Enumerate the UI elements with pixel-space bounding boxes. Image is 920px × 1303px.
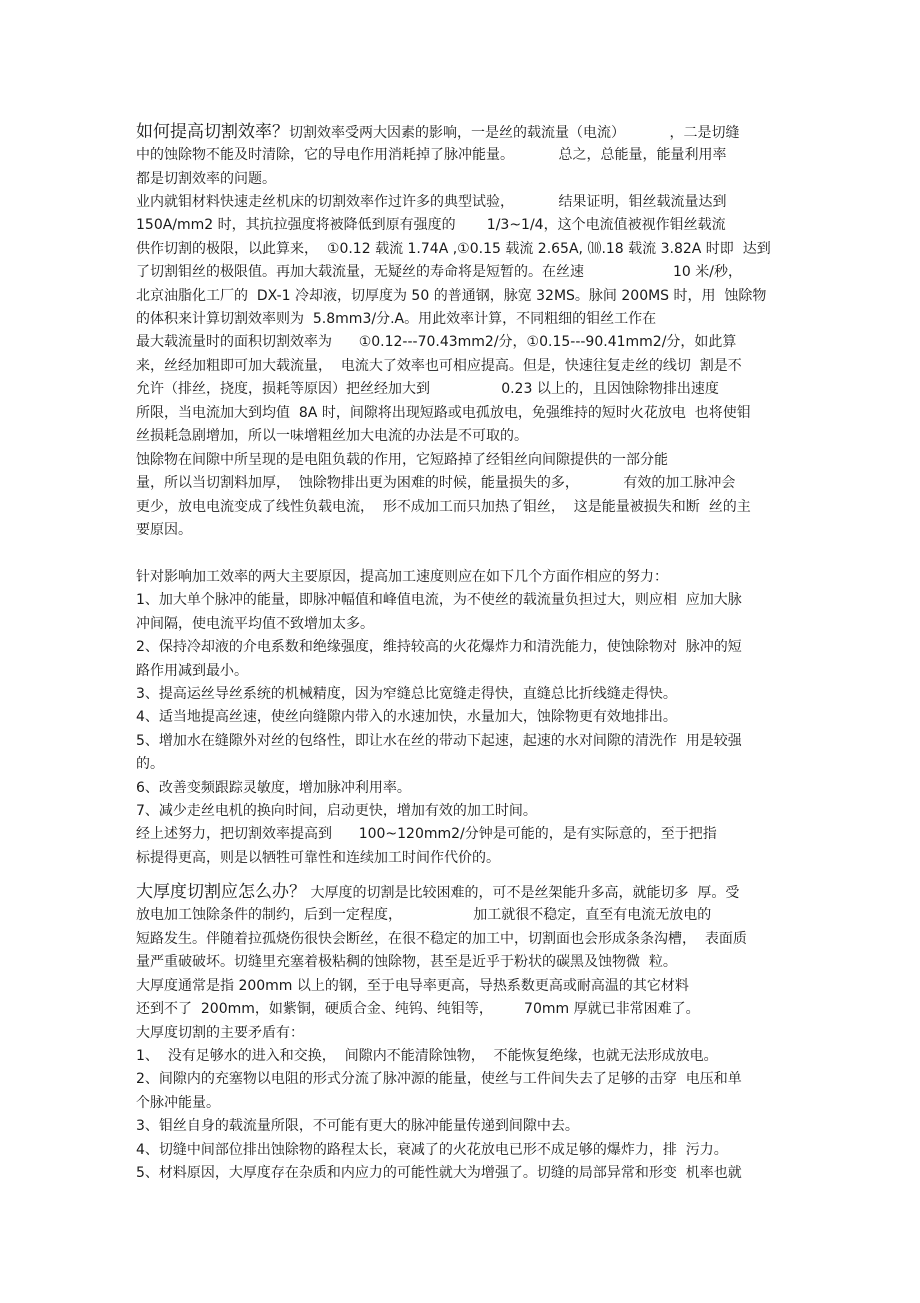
- text-line: 业内就钼材料快速走丝机床的切割效率作过许多的典型试验， 结果证明，钼丝载流量达到: [136, 194, 727, 210]
- list-item: 4、切缝中间部位排出蚀除物的路程太长，衰减了的火花放电已形不成足够的爆炸力，排 污力。: [136, 1141, 728, 1158]
- measures-list: [136, 566, 776, 870]
- text-line: 标提得更高，则是以牺牲可靠性和连续加工时间作代价的。: [136, 849, 500, 866]
- text-line: 大厚度切割应怎么办？ 大厚度的切割是比较困难的，可不是丝架能升多高，就能切多 厚。受: [136, 882, 740, 902]
- text-line: 短路发生。伴随着拉孤烧伤很快会断丝，在很不稳定的加工中，切割面也会形成条条沟槽， 表面质: [136, 930, 747, 947]
- text-line: 允许（排丝，挠度，损耗等原因）把丝经加大到 0.23 以上的，且因蚀除物排出速度: [136, 381, 719, 398]
- text-line: 路作用减到最小。: [136, 662, 248, 679]
- list-item: 5、增加水在缝隙外对丝的包络性，即让水在丝的带动下起速，起速的水对间隙的清洗作 用是较强: [136, 732, 742, 749]
- efficiency-heading: 如何提高切割效率？: [136, 122, 289, 142]
- list-item: 7、减少走丝电机的换向时间，启动更快，增加有效的加工时间。: [136, 802, 537, 819]
- text-line: 针对影响加工效率的两大主要原因，提高加工速度则应在如下几个方面作相应的努力：: [136, 569, 668, 585]
- text-line: 最大载流量时的面积切割效率为 ①0.12---70.43mm2/分，①0.15---90.41mm2/分，如此算: [136, 334, 737, 351]
- text-line: 量，所以当切割料加厚， 蚀除物排出更为困难的时候，能量损失的多， 有效的加工脉冲会: [136, 475, 736, 492]
- list-item: 2、间隙内的充塞物以电阻的形式分流了脉冲源的能量，使丝与工件间失去了足够的击穿 电压和单: [136, 1071, 742, 1088]
- thickness-definition-paragraph: [136, 975, 776, 1045]
- text-line: 大厚度切割的主要矛盾有：: [136, 1024, 304, 1041]
- text-line: 经上述努力，把切割效率提高到 100~120mm2/分钟是可能的，是有实际意的，至于把指: [136, 826, 717, 843]
- text-line: 的体积来计算切割效率则为 5.8mm3/分.A。用此效率计算，不同粗细的钼丝工作在: [136, 310, 657, 327]
- text-line: 要原因。: [136, 522, 192, 539]
- debris-paragraph: [136, 449, 776, 543]
- text-line: 放电加工蚀除条件的制约，后到一定程度， 加工就很不稳定，直至有电流无放电的: [136, 907, 712, 924]
- text-line: 来，丝经加粗即可加大载流量， 电流大了效率也可相应提高。但是，快速往复走丝的线切 割是不: [136, 357, 742, 374]
- text-line: 丝损耗急剧增加，所以一味增粗丝加大电流的办法是不可取的。: [136, 427, 528, 444]
- text-line: 供作切割的极限，以此算来， ①0.12 载流 1.74A ,①0.15 载流 2.65A, ⑽.18 载流 3.82A 时即 达到: [136, 240, 771, 257]
- list-item: 4、适当地提高丝速，使丝向缝隙内带入的水速加快，水量加大，蚀除物更有效地排出。: [136, 709, 677, 726]
- text-line: 量严重破破坏。切缝里充塞着极粘稠的蚀除物，甚至是近乎于粉状的碳黑及蚀物微 粒。: [136, 954, 677, 971]
- text-line: 个脉冲能量。: [136, 1094, 220, 1111]
- list-item: 1、 没有足够水的进入和交换， 间隙内不能清除蚀物， 不能恢复绝缘，也就无法形成放电。: [136, 1048, 718, 1064]
- list-item: 5、材料原因，大厚度存在杂质和内应力的可能性就大为增强了。切缝的局部异常和形变 机率也就: [136, 1164, 742, 1181]
- text-line: 还到不了 200mm，如紫铜，硬质合金、纯钨、纯钼等， 70mm 厚就已非常困难了。: [136, 1001, 700, 1018]
- thickness-intro-paragraph: [136, 881, 776, 975]
- list-item: 6、改善变频跟踪灵敏度，增加脉冲利用率。: [136, 779, 411, 796]
- list-item: 2、保持冷却液的介电系数和绝缘强度，维持较高的火花爆炸力和清洗能力，使蚀除物对 脉冲的短: [136, 639, 742, 656]
- text-line: 冲间隔，使电流平均值不致增加太多。: [136, 615, 374, 632]
- issues-list: [136, 1045, 776, 1185]
- text-line: 150A/mm2 时，其抗拉强度将被降低到原有强度的 1/3~1/4，这个电流值被视作钼丝载流: [136, 217, 726, 234]
- text-line: 蚀除物在间隙中所呈现的是电阻负载的作用，它短路掉了经钼丝向间隙提供的一部分能: [136, 452, 668, 468]
- efficiency-intro-paragraph: [136, 121, 776, 191]
- text-line: 更少，放电电流变成了线性负载电流， 形不成加工而只加热了钼丝， 这是能量被损失和断 丝的主: [136, 498, 751, 515]
- list-item: 1、加大单个脉冲的能量，即脉冲幅值和峰值电流，为不使丝的载流量负担过大，则应相 应加大脉: [136, 592, 742, 609]
- text-line: 所限，当电流加大到均值 8A 时，间隙将出现短路或电孤放电，免强维持的短时火花放电 也将使钼: [136, 404, 751, 421]
- text-line: 都是切割效率的问题。: [136, 170, 276, 187]
- list-item: 3、钼丝自身的载流量所限，不可能有更大的脉冲能量传递到间隙中去。: [136, 1118, 579, 1135]
- text-line: 北京油脂化工厂的 DX-1 冷却液，切厚度为 50 的普通钢，脉宽 32MS。脉间 200MS 时，用 蚀除物: [136, 287, 767, 304]
- text-line: 如何提高切割效率？切割效率受两大因素的影响，一是丝的载流量（电流） ，二是切缝: [136, 122, 740, 142]
- test-results-paragraph: [136, 191, 776, 448]
- thickness-heading: 大厚度切割应怎么办？: [136, 882, 306, 902]
- text-line: 的。: [136, 756, 164, 773]
- list-item: 3、提高运丝导丝系统的机械精度，因为窄缝总比宽缝走得快，直缝总比折线缝走得快。: [136, 685, 677, 702]
- text-line: 中的蚀除物不能及时清除，它的导电作用消耗掉了脉冲能量。 总之，总能量，能量利用率: [136, 147, 727, 164]
- text-line: 了切割钼丝的极限值。再加大载流量，无疑丝的寿命将是短暂的。在丝速 10 米/秒，: [136, 264, 742, 281]
- text-line: 大厚度通常是指 200mm 以上的钢，至于电导率更高，导热系数更高或耐高温的其它材料: [136, 978, 689, 994]
